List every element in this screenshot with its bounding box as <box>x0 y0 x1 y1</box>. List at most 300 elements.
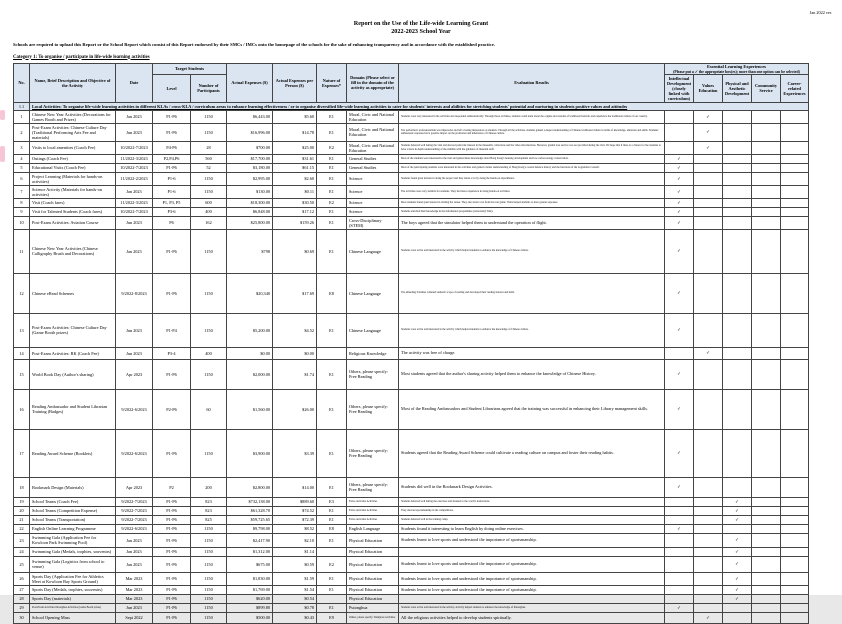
cell-participants: 200 <box>191 477 227 497</box>
ele-empty-cell <box>723 141 752 154</box>
activity-row <box>14 585 809 594</box>
page-subtitle: 2022-2023 School Year <box>391 27 451 35</box>
activity-row <box>14 141 809 154</box>
ele-checkmark: ✓ <box>665 389 694 429</box>
cell-date: 9/2022-7/2023 <box>116 497 153 506</box>
cell-domain: Chinese Language <box>347 229 399 273</box>
cell-level: P1-P6 <box>153 603 191 612</box>
ele-checkmark: ✓ <box>665 154 694 163</box>
ele-checkmark: ✓ <box>665 185 694 198</box>
cell-no: 6 <box>14 172 30 185</box>
cell-level: P1-P6 <box>153 533 191 547</box>
cell-level: P1-P6 <box>153 506 191 515</box>
cell-per-person: $1.74 <box>273 359 317 389</box>
cell-evaluation: Students were active and interested in the activity. Activity helped students to enhance the knowledge of Putonghua. <box>399 603 665 612</box>
cell-expenses: $2,417.90 <box>227 533 273 547</box>
cell-domain: Others, please specify: Free Reading <box>347 359 399 389</box>
cell-evaluation: They showed sportsmanship in the competitions. <box>399 506 665 515</box>
ele-empty-cell <box>723 429 752 477</box>
ele-empty-cell <box>752 572 781 585</box>
cell-per-person: $0.00 <box>273 347 317 359</box>
cell-date: 10/2022-7/2023 <box>116 207 153 216</box>
ele-empty-cell <box>694 229 723 273</box>
cell-expenses: $5,200.00 <box>227 313 273 347</box>
ele-note: (Please put a ✓ the appropriate box(es); more than one option can be selected) <box>673 69 800 74</box>
ele-checkmark: ✓ <box>665 163 694 172</box>
section-number: 1.1 <box>14 102 30 110</box>
cell-per-person: $1.54 <box>273 585 317 594</box>
cell-per-person: $31.61 <box>273 154 317 163</box>
ele-empty-cell <box>781 163 809 172</box>
ele-empty-cell <box>752 123 781 141</box>
ele-empty-cell <box>723 163 752 172</box>
ele-checkmark: ✓ <box>665 207 694 216</box>
ele-empty-cell <box>694 273 723 313</box>
cell-no: 22 <box>14 524 30 533</box>
cell-no: 23 <box>14 533 30 547</box>
cell-date: 11/2022-3/2023 <box>116 198 153 207</box>
cell-expenses: $61,328.70 <box>227 506 273 515</box>
col-header-participants: Number of Participants <box>191 74 227 102</box>
cell-nature: E1 <box>317 515 347 524</box>
cell-level: P1-P6 <box>153 497 191 506</box>
col-header-ele-values: Values Education <box>694 74 723 102</box>
cell-per-person: $0.59 <box>273 556 317 572</box>
ele-empty-cell <box>694 533 723 547</box>
cell-per-person: $5.60 <box>273 110 317 123</box>
section-row <box>14 102 809 110</box>
ele-checkmark: ✓ <box>723 594 752 603</box>
ele-empty-cell <box>665 506 694 515</box>
ele-empty-cell <box>694 524 723 533</box>
category-heading: Category 1: To organise / participate in life-wide learning activities <box>13 54 150 60</box>
ele-empty-cell <box>752 389 781 429</box>
cell-participants: 1150 <box>191 229 227 273</box>
cell-per-person: $14.78 <box>273 123 317 141</box>
ele-empty-cell <box>723 216 752 229</box>
cell-domain: Putonghua <box>347 603 399 612</box>
col-header-ele-physical: Physical and Aesthetic Development <box>723 74 752 102</box>
ele-empty-cell <box>723 123 752 141</box>
cell-name: Post-Exam Activities: Chinese Culture Day (Game Booth prizes) <box>30 313 116 347</box>
ele-checkmark: ✓ <box>665 229 694 273</box>
activity-row <box>14 572 809 585</box>
ele-checkmark: ✓ <box>665 429 694 477</box>
cell-evaluation <box>399 547 665 556</box>
ele-checkmark: ✓ <box>723 547 752 556</box>
cell-expenses: $3,900.00 <box>227 429 273 477</box>
ele-empty-cell <box>665 585 694 594</box>
cell-evaluation: The performers' professionalism was impressive and left a lasting impression on students. Through all the activities, students gained a deeper understanding of Chinese traditional culture in terms of knowledge, emotions and skills. Students' enthusiastic response had a positive impact on the promotion and inheritance of Chinese culture. <box>399 123 665 141</box>
activity-row <box>14 603 809 612</box>
ele-empty-cell <box>694 198 723 207</box>
cell-date: Jun 2023 <box>116 313 153 347</box>
activity-row <box>14 163 809 172</box>
cell-nature: E9 <box>317 612 347 623</box>
ele-empty-cell <box>781 603 809 612</box>
ele-empty-cell <box>781 429 809 477</box>
cell-domain: Moral, Civic and National Education <box>347 110 399 123</box>
activity-row <box>14 612 809 623</box>
cell-level: P2,P4,P6 <box>153 154 191 163</box>
cell-no: 7 <box>14 185 30 198</box>
cell-participants: 52 <box>191 163 227 172</box>
cell-evaluation: All the religious activities helped to develop students spiritually. <box>399 612 665 623</box>
activity-row <box>14 123 809 141</box>
cell-no: 28 <box>14 594 30 603</box>
cell-expenses: $0.00 <box>227 347 273 359</box>
cell-name: Visit for Talented Students (Coach fares) <box>30 207 116 216</box>
cell-no: 29 <box>14 603 30 612</box>
cell-date: Apr 2023 <box>116 359 153 389</box>
cell-participants: 1150 <box>191 359 227 389</box>
cell-nature: E1 <box>317 110 347 123</box>
cell-per-person: $61.15 <box>273 163 317 172</box>
cell-domain: Physical Education <box>347 594 399 603</box>
cell-date: 10/2022-7/2023 <box>116 141 153 154</box>
activity-row <box>14 556 809 572</box>
ele-empty-cell <box>723 154 752 163</box>
cell-expenses: $1,560.00 <box>227 389 273 429</box>
activity-row <box>14 547 809 556</box>
cell-evaluation: Most students agreed that the author's sharing activity helped them to enhance the knowledge of Chinese History. <box>399 359 665 389</box>
cell-per-person: $4.52 <box>273 313 317 347</box>
cell-domain: Others, please specify: Free Reading <box>347 429 399 477</box>
cell-participants: 1150 <box>191 572 227 585</box>
ele-empty-cell <box>781 154 809 163</box>
cell-expenses: $25,800.00 <box>227 216 273 229</box>
ele-empty-cell <box>694 207 723 216</box>
ele-empty-cell <box>665 556 694 572</box>
activity-row <box>14 273 809 313</box>
cell-no: 21 <box>14 515 30 524</box>
cell-per-person: $159.26 <box>273 216 317 229</box>
ele-empty-cell <box>694 594 723 603</box>
cell-expenses: $3,180.00 <box>227 163 273 172</box>
cell-evaluation: Students were active and interested in the activity which helped students to enhance the knowledge of Chinese culture. <box>399 313 665 347</box>
activity-row <box>14 389 809 429</box>
cell-expenses: $20,340 <box>227 273 273 313</box>
cell-name: Sports Day (materials) <box>30 594 116 603</box>
col-header-no: No. <box>14 63 30 102</box>
scan-artifact <box>0 146 5 162</box>
cell-nature: E2 <box>317 556 347 572</box>
ele-checkmark: ✓ <box>723 497 752 506</box>
ele-empty-cell <box>665 547 694 556</box>
cell-evaluation: Students found it interesting to learn English by doing online exercises. <box>399 524 665 533</box>
cell-expenses: $620.00 <box>227 594 273 603</box>
cell-name: Visits to local amenities (Coach Fee) <box>30 141 116 154</box>
cell-domain: General Studies <box>347 163 399 172</box>
ele-empty-cell <box>694 585 723 594</box>
ele-empty-cell <box>665 141 694 154</box>
cell-no: 30 <box>14 612 30 623</box>
cell-name: Reading Ambassador and Student Librarian Training (Badges) <box>30 389 116 429</box>
cell-name: School Teams (Coach Fee) <box>30 497 116 506</box>
col-header-level: Level <box>153 74 191 102</box>
ele-empty-cell <box>781 141 809 154</box>
cell-nature: E1 <box>317 429 347 477</box>
cell-nature <box>317 547 347 556</box>
cell-date: Jan 2023 <box>116 556 153 572</box>
ele-empty-cell <box>752 556 781 572</box>
cell-per-person: $72.39 <box>273 515 317 524</box>
cell-evaluation: Most of the participating students were interested in the activities and gained a better understanding of Hong Kong's coastal defence history and the functions of the Legislative Council. <box>399 163 665 172</box>
cell-domain: Physical Education <box>347 585 399 594</box>
cell-participants: 823 <box>191 506 227 515</box>
activity-row <box>14 313 809 347</box>
cell-level: P1-P6 <box>153 585 191 594</box>
cell-evaluation: Students did well in the Bookmark Design Activities. <box>399 477 665 497</box>
ele-empty-cell <box>781 123 809 141</box>
cell-level: P1-6 <box>153 172 191 185</box>
cell-no: 17 <box>14 429 30 477</box>
cell-nature: E1 <box>317 313 347 347</box>
cell-evaluation: The eReading Schemes widened students' scope of reading and developed their reading interest and habit. <box>399 273 665 313</box>
cell-date: Jan 2023 <box>116 547 153 556</box>
cell-participants: 400 <box>191 207 227 216</box>
cell-date: Jun 2023 <box>116 123 153 141</box>
cell-nature: E1 <box>317 207 347 216</box>
activity-row <box>14 172 809 185</box>
ele-empty-cell <box>694 359 723 389</box>
cell-evaluation: Students learnt to love sports and understood the importance of sportsmanship. <box>399 585 665 594</box>
cell-name: Post-Exam Activities: RK (Coach Fee) <box>30 347 116 359</box>
cell-expenses: $1,769.00 <box>227 585 273 594</box>
cell-date: Mar 2023 <box>116 572 153 585</box>
ele-checkmark: ✓ <box>665 198 694 207</box>
cell-level: P1, P3, P5 <box>153 198 191 207</box>
cell-evaluation: Students learnt to love sports and understood the importance of sportsmanship. <box>399 556 665 572</box>
cell-level: P1-P6 <box>153 572 191 585</box>
cell-expenses: $6,848.00 <box>227 207 273 216</box>
ele-empty-cell <box>781 229 809 273</box>
cell-evaluation: Students found great interest in doing the project and they learnt a lot by doing the hands-on experiments. <box>399 172 665 185</box>
cell-no: 5 <box>14 163 30 172</box>
cell-domain: Extra-curricular Activities <box>347 515 399 524</box>
cell-level: P4-P6 <box>153 141 191 154</box>
cell-expenses: $1,830.00 <box>227 572 273 585</box>
ele-empty-cell <box>694 154 723 163</box>
cell-per-person: $25.00 <box>273 141 317 154</box>
ele-empty-cell <box>694 547 723 556</box>
ele-checkmark: ✓ <box>665 477 694 497</box>
cell-no: 13 <box>14 313 30 347</box>
col-header-per-person: Actual Expenses per Person ($) <box>273 63 317 102</box>
cell-expenses: $700.00 <box>227 141 273 154</box>
cell-nature: E1 <box>317 585 347 594</box>
cell-participants: 1150 <box>191 533 227 547</box>
cell-domain: Physical Education <box>347 556 399 572</box>
ele-empty-cell <box>694 572 723 585</box>
cell-domain: Science <box>347 198 399 207</box>
cell-level: P6 <box>153 216 191 229</box>
cell-evaluation: Students behaved well during the exercises and listened to the coach's instructions. <box>399 497 665 506</box>
ele-empty-cell <box>723 110 752 123</box>
ele-empty-cell <box>694 163 723 172</box>
version-note: Jan 2022 ver. <box>809 10 832 15</box>
ele-empty-cell <box>752 429 781 477</box>
ele-empty-cell <box>694 185 723 198</box>
ele-empty-cell <box>665 572 694 585</box>
cell-domain: Chinese Language <box>347 313 399 347</box>
cell-level: P1-6 <box>153 185 191 198</box>
cell-name: Outings (Coach Fee) <box>30 154 116 163</box>
cell-participants: 825 <box>191 515 227 524</box>
cell-evaluation: Students behaved well in the training camp. <box>399 515 665 524</box>
cell-participants: 1150 <box>191 594 227 603</box>
cell-nature: E1 <box>317 506 347 515</box>
section-text: Local Activities: To organise life-wide learning activities in different KLAs / cross-KLA / curriculum areas to enhance learning effectiveness / or to organise diversified life-wide learning activities to cater for students' interests and abilities for stretching students' potential and nurturing in students positive values and attitudes <box>32 103 628 109</box>
cell-expenses: $6,443.00 <box>227 110 273 123</box>
cell-participants: 1150 <box>191 123 227 141</box>
cell-evaluation: The activity was free of charge. <box>399 347 665 359</box>
cell-level: P1-P6 <box>153 515 191 524</box>
cell-evaluation: Students learnt to love sports and understood the importance of sportsmanship. <box>399 533 665 547</box>
cell-level: P1-P6 <box>153 229 191 273</box>
cell-participants: 1150 <box>191 313 227 347</box>
cell-nature: E1 <box>317 603 347 612</box>
cell-no: 3 <box>14 141 30 154</box>
cell-participants: 823 <box>191 497 227 506</box>
ele-empty-cell <box>752 229 781 273</box>
ele-empty-cell <box>781 313 809 347</box>
cell-expenses: $798 <box>227 229 273 273</box>
cell-participants: 1150 <box>191 273 227 313</box>
cell-participants: 1150 <box>191 524 227 533</box>
ele-empty-cell <box>752 207 781 216</box>
cell-level: P1-P6 <box>153 359 191 389</box>
cell-nature: E1 <box>317 172 347 185</box>
cell-per-person: $74.52 <box>273 506 317 515</box>
ele-empty-cell <box>781 572 809 585</box>
cell-name: Visit (Coach fares) <box>30 198 116 207</box>
col-header-ele-intellectual: Intellectual Development (closely linked with curriculum) <box>665 74 694 102</box>
cell-no: 20 <box>14 506 30 515</box>
cell-nature: E1 <box>317 359 347 389</box>
ele-empty-cell <box>781 198 809 207</box>
cell-domain: General Studies <box>347 154 399 163</box>
ele-empty-cell <box>723 477 752 497</box>
cell-no: 25 <box>14 556 30 572</box>
ele-checkmark: ✓ <box>694 347 723 359</box>
cell-name: Bookmark Design (Materials) <box>30 477 116 497</box>
cell-participants: 28 <box>191 141 227 154</box>
cell-date: 10/2022-7/2023 <box>116 163 153 172</box>
cell-name: School Teams (Competition Expense) <box>30 506 116 515</box>
cell-domain: English Language <box>347 524 399 533</box>
cell-evaluation: Students learnt to love sports and understood the importance of sportsmanship. <box>399 572 665 585</box>
activity-row <box>14 207 809 216</box>
cell-domain: Science <box>347 172 399 185</box>
cell-evaluation: The boys agreed that the simulator helped them to understand the operation of flight. <box>399 216 665 229</box>
cell-evaluation: Students agreed that the Reading Award Scheme could cultivate a reading culture on campus and foster their reading habits. <box>399 429 665 477</box>
cell-evaluation: Most of the students were interested in the visit and gained more knowledge about Hong Kong's housing development and low-carbon energy conservation. <box>399 154 665 163</box>
activity-row <box>14 154 809 163</box>
ele-checkmark: ✓ <box>665 216 694 229</box>
cell-date: Apr 2023 <box>116 477 153 497</box>
activity-row <box>14 429 809 477</box>
cell-name: Chinese New Year Activities (Chinese Calligraphy Brush and Decorations) <box>30 229 116 273</box>
ele-empty-cell <box>781 515 809 524</box>
ele-empty-cell <box>752 172 781 185</box>
cell-date: Jan 2023 <box>116 185 153 198</box>
cell-name: World Book Day (Author's sharing) <box>30 359 116 389</box>
ele-empty-cell <box>694 313 723 347</box>
page-title: Report on the Use of the Life-wide Learning Grant <box>353 20 489 27</box>
cell-name: Swimming Gala (Medals, trophies, souvenirs) <box>30 547 116 556</box>
cell-date: Jan 2023 <box>116 533 153 547</box>
ele-empty-cell <box>781 347 809 359</box>
cell-no: 1 <box>14 110 30 123</box>
activity-row <box>14 185 809 198</box>
section-description <box>30 102 809 110</box>
cell-name: Chinese eRead Schemes <box>30 273 116 313</box>
cell-per-person: $30.50 <box>273 198 317 207</box>
cell-level: P1-P4 <box>153 313 191 347</box>
cell-domain: Extra-curricular Activities <box>347 506 399 515</box>
cell-level: P1-P6 <box>153 612 191 623</box>
cell-evaluation: Students were active and interested in the activity which helped students to enhance the knowledge of Chinese culture. <box>399 229 665 273</box>
cell-participants: 1150 <box>191 429 227 477</box>
ele-empty-cell <box>694 515 723 524</box>
cell-name: Sports Day (Application Fee for Athletics Meet at Kowloon Bay Sports Ground) <box>30 572 116 585</box>
ele-checkmark: ✓ <box>665 359 694 389</box>
cell-level: P2 <box>153 477 191 497</box>
activity-row <box>14 515 809 524</box>
cell-nature: E1 <box>317 229 347 273</box>
cell-date: 9/2022-8/2023 <box>116 273 153 313</box>
cell-expenses: $18,300.00 <box>227 198 273 207</box>
activity-row <box>14 216 809 229</box>
cell-evaluation: Students were very interested in the activities and responded enthusiastically. Through these activities, students could learn about the origins and customs of traditional festivals and experience the traditional culture of our country. <box>399 110 665 123</box>
ele-checkmark: ✓ <box>723 515 752 524</box>
cell-level: P1-P6 <box>153 163 191 172</box>
ele-empty-cell <box>694 429 723 477</box>
cell-name: Sports Day (Medals, trophies, souvenirs) <box>30 585 116 594</box>
ele-checkmark: ✓ <box>723 556 752 572</box>
ele-checkmark: ✓ <box>723 585 752 594</box>
col-header-ele-career: Career-related Experiences <box>781 74 809 102</box>
cell-domain: Religious Knowledge <box>347 347 399 359</box>
cell-no: 12 <box>14 273 30 313</box>
ele-empty-cell <box>781 547 809 556</box>
cell-nature <box>317 347 347 359</box>
ele-empty-cell <box>665 110 694 123</box>
cell-date: 9/2022-6/2023 <box>116 429 153 477</box>
cell-name: Project Learning (Materials for hands-on activities) <box>30 172 116 185</box>
cell-participants: 1150 <box>191 556 227 572</box>
ele-empty-cell <box>723 347 752 359</box>
ele-empty-cell <box>752 273 781 313</box>
cell-participants: 560 <box>191 154 227 163</box>
col-header-nature: Nature of Expenses* <box>317 63 347 102</box>
ele-empty-cell <box>723 313 752 347</box>
activity-row <box>14 359 809 389</box>
cell-domain: Chinese Language <box>347 273 399 313</box>
ele-empty-cell <box>781 497 809 506</box>
ele-empty-cell <box>694 603 723 612</box>
cell-nature: E2 <box>317 141 347 154</box>
cell-expenses: $2,995.00 <box>227 172 273 185</box>
cell-level: P2-P6 <box>153 389 191 429</box>
cell-participants: 400 <box>191 347 227 359</box>
ele-empty-cell <box>723 359 752 389</box>
ele-title: Essential Learning Experiences <box>706 63 767 69</box>
cell-domain: Physical Education <box>347 572 399 585</box>
cell-nature: E1 <box>317 185 347 198</box>
cell-level: P1-P6 <box>153 547 191 556</box>
